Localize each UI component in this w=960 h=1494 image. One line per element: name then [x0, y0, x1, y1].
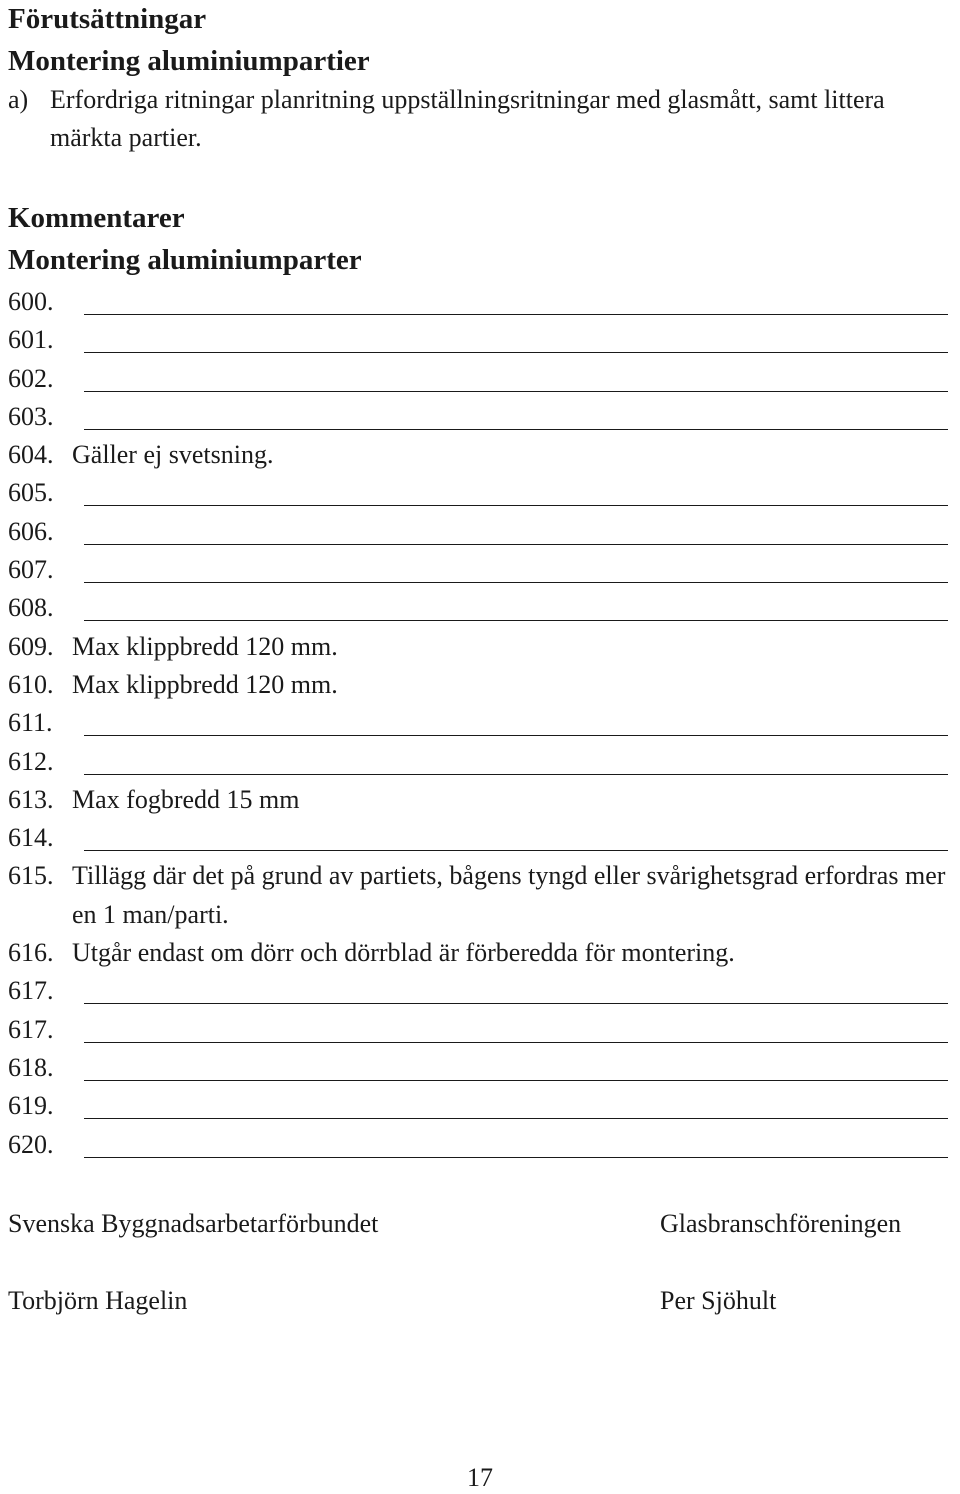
comment-number: 615.	[8, 861, 54, 891]
comment-row	[8, 1087, 948, 1125]
comment-number: 612.	[8, 746, 54, 776]
prerequisites-subheading: Montering aluminiumpartier	[8, 45, 370, 77]
comment-number: 608.	[8, 593, 54, 623]
comment-blank-line	[84, 513, 948, 545]
comment-blank-line	[84, 1087, 948, 1119]
comment-row	[8, 360, 948, 398]
comment-blank-line	[84, 972, 948, 1004]
comment-number: 600.	[8, 287, 54, 316]
comment-number: 611.	[8, 708, 53, 738]
comment-text: Utgår endast om dörr och dörrblad är förberedda för montering.	[72, 938, 735, 968]
comment-number: 616.	[8, 938, 54, 968]
comment-blank-line	[84, 474, 948, 506]
comment-row	[8, 474, 948, 512]
comment-number: 618.	[8, 1052, 54, 1082]
comment-number: 619.	[8, 1091, 54, 1121]
comment-list	[8, 283, 948, 1164]
comment-number: 617.	[8, 976, 54, 1006]
comment-number: 613.	[8, 784, 54, 814]
prerequisites-heading: Förutsättningar	[8, 3, 207, 35]
comment-row	[8, 283, 948, 321]
comment-row	[8, 934, 948, 972]
comment-blank-line	[84, 1011, 948, 1043]
comment-text: Max klippbredd 120 mm.	[72, 631, 338, 661]
item-text: Erfordriga ritningar planritning uppställningsritningar med glasmått, samt littera märkta partier.	[50, 85, 885, 152]
comment-row	[8, 666, 948, 704]
comment-number: 614.	[8, 823, 54, 853]
right-signatory: Per Sjöhult	[660, 1286, 777, 1315]
comment-row	[8, 857, 948, 934]
comment-row	[8, 628, 948, 666]
comment-blank-line	[84, 589, 948, 621]
comment-row	[8, 551, 948, 589]
comment-number: 603.	[8, 401, 54, 431]
comment-row	[8, 589, 948, 627]
comment-number: 607.	[8, 555, 54, 585]
comment-blank-line	[84, 551, 948, 583]
comment-number: 610.	[8, 669, 54, 699]
comment-number: 609.	[8, 631, 54, 661]
left-signatory: Torbjörn Hagelin	[8, 1286, 188, 1315]
right-organization: Glasbranschföreningen	[660, 1209, 902, 1238]
comment-number: 604.	[8, 440, 54, 470]
comment-text: Max fogbredd 15 mm	[72, 784, 300, 814]
comments-heading: Kommentarer	[8, 202, 185, 234]
comment-row	[8, 436, 948, 474]
comment-blank-line	[84, 283, 948, 315]
comment-number: 620.	[8, 1129, 54, 1159]
comment-row	[8, 1011, 948, 1049]
comment-row	[8, 972, 948, 1010]
comment-blank-line	[84, 743, 948, 775]
comment-number: 601.	[8, 325, 54, 355]
comment-row	[8, 513, 948, 551]
comment-text: Gäller ej svetsning.	[72, 440, 274, 470]
comments-subheading: Montering aluminiumparter	[8, 244, 362, 276]
comment-row	[8, 743, 948, 781]
comment-blank-line	[84, 704, 948, 736]
comment-blank-line	[84, 1049, 948, 1081]
comment-blank-line	[84, 1126, 948, 1158]
item-tag: a)	[8, 85, 29, 114]
comment-row	[8, 704, 948, 742]
comment-number: 605.	[8, 478, 54, 508]
prerequisite-item-a	[8, 81, 958, 157]
comment-row	[8, 321, 948, 359]
left-organization: Svenska Byggnadsarbetarförbundet	[8, 1209, 379, 1238]
comment-blank-line	[84, 819, 948, 851]
comment-blank-line	[84, 321, 948, 353]
comment-number: 617.	[8, 1014, 54, 1044]
comment-row	[8, 781, 948, 819]
comment-blank-line	[84, 360, 948, 392]
comment-number: 602.	[8, 363, 54, 393]
comment-row	[8, 1049, 948, 1087]
comment-row	[8, 398, 948, 436]
comment-text: Tillägg där det på grund av partiets, bågens tyngd eller svårighetsgrad erfordras mer en 1 man/parti.	[72, 861, 946, 929]
comment-number: 606.	[8, 516, 54, 546]
comment-row	[8, 819, 948, 857]
comment-row	[8, 1126, 948, 1164]
comment-text: Max klippbredd 120 mm.	[72, 669, 338, 699]
comment-blank-line	[84, 398, 948, 430]
page-number: 17	[467, 1463, 493, 1492]
